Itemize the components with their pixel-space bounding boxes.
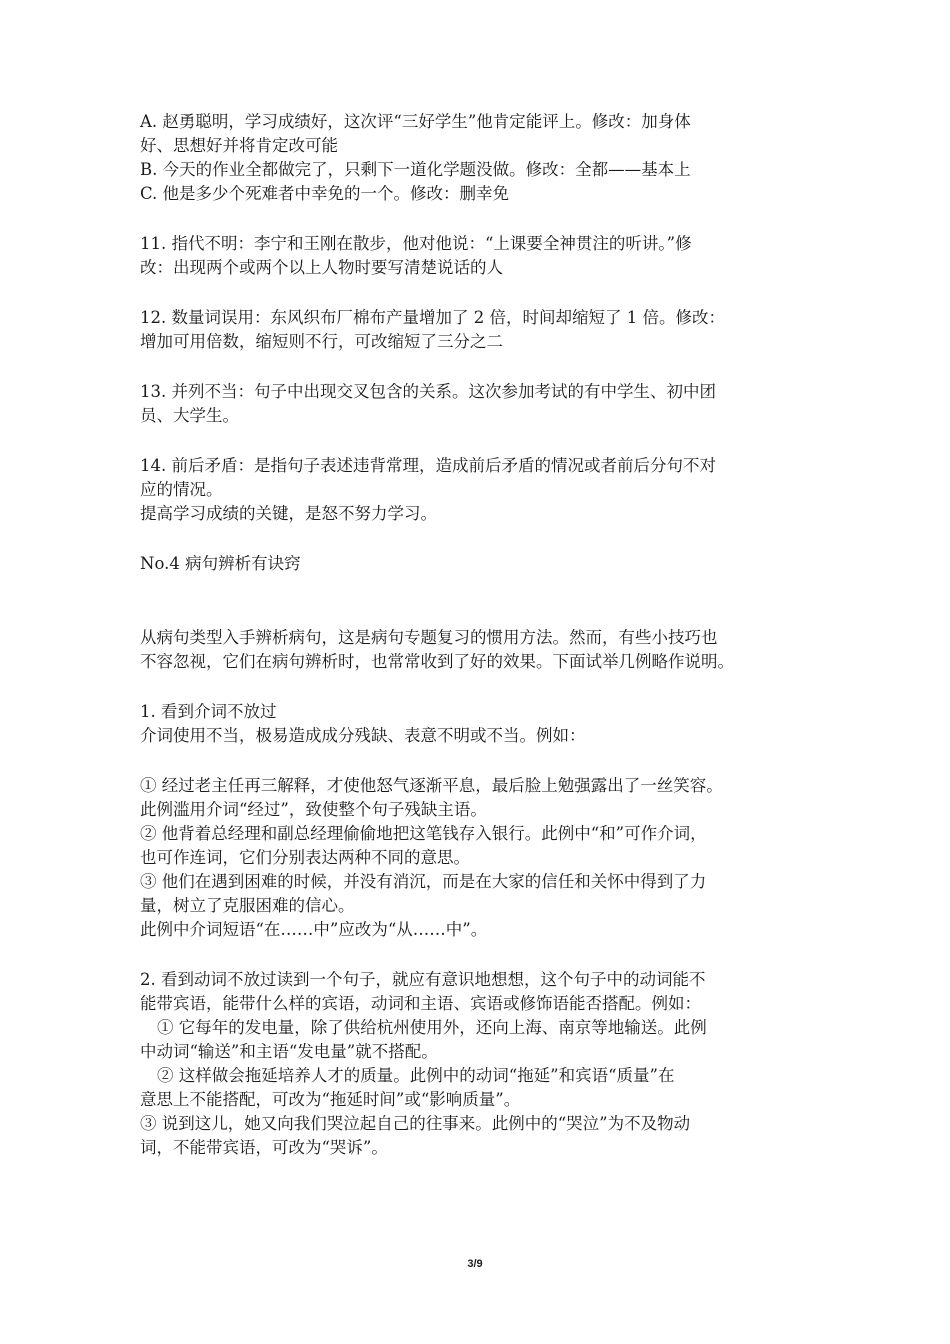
paragraph-examples-a-c — [140, 110, 830, 206]
text-line: 改：出现两个或两个以上人物时要写清楚说话的人 — [140, 258, 503, 277]
text-line: B. 今天的作业全都做完了，只剩下一道化学题没做。修改：全都——基本上 — [140, 160, 691, 179]
spacer — [140, 942, 830, 968]
text-line: ① 经过老主任再三解释，才使他怒气逐渐平息，最后脸上勉强露出了一丝笑容。 — [140, 776, 723, 795]
text-line: 好、思想好并将肯定改可能 — [140, 136, 338, 155]
paragraph-item-13 — [140, 380, 830, 428]
document-body — [140, 110, 830, 1160]
text-line: 2. 看到动词不放过读到一个句子，就应有意识地想想，这个句子中的动词能不 — [140, 970, 706, 989]
text-line: 量，树立了克服困难的信心。 — [140, 896, 355, 915]
text-line: 也可作连词，它们分别表达两种不同的意思。 — [140, 848, 470, 867]
spacer — [140, 576, 830, 626]
text-line: 14. 前后矛盾：是指句子表述违背常理，造成前后矛盾的情况或者前后分句不对 — [140, 456, 716, 475]
page-number: 3/9 — [467, 1258, 483, 1270]
spacer — [140, 748, 830, 774]
text-line: 此例中介词短语“在……中”应改为“从……中”。 — [140, 920, 488, 939]
text-line: 能带宾语，能带什么样的宾语，动词和主语、宾语或修饰语能否搭配。例如： — [140, 994, 701, 1013]
text-line: 提高学习成绩的关键，是怒不努力学习。 — [140, 504, 437, 523]
paragraph-tip-1 — [140, 700, 830, 748]
text-line: ① 它每年的发电量，除了供给杭州使用外，还向上海、南京等地输送。此例 — [157, 1018, 707, 1037]
text-line: 13. 并列不当：句子中出现交叉包含的关系。这次参加考试的有中学生、初中团 — [140, 382, 716, 401]
text-line: 12. 数量词误用：东风织布厂棉布产量增加了 2 倍，时间却缩短了 1 倍。修改： — [140, 308, 725, 327]
text-line: 意思上不能搭配，可改为“拖延时间”或“影响质量”。 — [140, 1090, 521, 1109]
text-line: 应的情况。 — [140, 480, 223, 499]
paragraph-item-14 — [140, 454, 830, 526]
paragraph-tip-1-examples — [140, 774, 830, 942]
text-line: 不容忽视，它们在病句辨析时，也常常收到了好的效果。下面试举几例略作说明。 — [140, 652, 734, 671]
text-line: 11. 指代不明：李宁和王刚在散步，他对他说：“上课要全神贯注的听讲。”修 — [140, 234, 692, 253]
text-line: 员、大学生。 — [140, 406, 239, 425]
text-line: ③ 说到这儿，她又向我们哭泣起自己的往事来。此例中的“哭泣”为不及物动 — [140, 1114, 691, 1133]
text-line: 中动词“输送”和主语“发电量”就不搭配。 — [140, 1042, 438, 1061]
paragraph-item-11 — [140, 232, 830, 280]
spacer — [140, 674, 830, 700]
paragraph-item-12 — [140, 306, 830, 354]
spacer — [140, 206, 830, 232]
text-line: A. 赵勇聪明，学习成绩好，这次评“三好学生”他肯定能评上。修改：加身体 — [140, 112, 691, 131]
spacer — [140, 428, 830, 454]
text-line: 1. 看到介词不放过 — [140, 702, 277, 721]
text-line: 增加可用倍数，缩短则不行，可改缩短了三分之二 — [140, 332, 503, 351]
paragraph-intro — [140, 626, 830, 674]
text-line: C. 他是多少个死难者中幸免的一个。修改：删幸免 — [140, 184, 510, 203]
text-line: 从病句类型入手辨析病句，这是病句专题复习的惯用方法。然而，有些小技巧也 — [140, 628, 718, 647]
spacer — [140, 280, 830, 306]
spacer — [140, 354, 830, 380]
text-line: ② 他背着总经理和副总经理偷偷地把这笔钱存入银行。此例中“和”可作介词， — [140, 824, 707, 843]
section-heading: No.4 病句辨析有诀窍 — [140, 554, 301, 573]
paragraph-tip-2 — [140, 968, 830, 1160]
text-line: ③ 他们在遇到困难的时候，并没有消沉，而是在大家的信任和关怀中得到了力 — [140, 872, 707, 891]
text-line: 介词使用不当，极易造成成分残缺、表意不明或不当。例如： — [140, 726, 586, 745]
text-line: 词，不能带宾语，可改为“哭诉”。 — [140, 1138, 388, 1157]
section-heading-no4 — [140, 552, 830, 576]
text-line: 此例滥用介词“经过”，致使整个句子残缺主语。 — [140, 800, 487, 819]
spacer — [140, 526, 830, 552]
text-line: ② 这样做会拖延培养人才的质量。此例中的动词“拖延”和宾语“质量”在 — [157, 1066, 675, 1085]
